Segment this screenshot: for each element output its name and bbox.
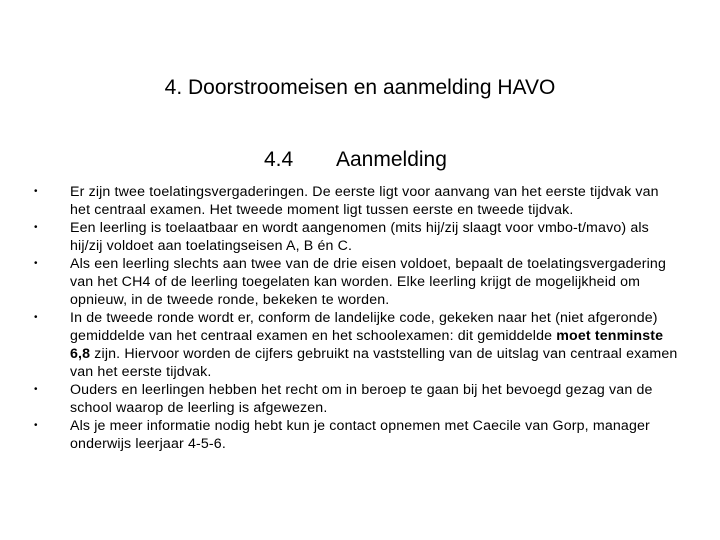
bullet-text — [70, 310, 677, 380]
bullet-marker: • — [34, 420, 38, 431]
bullet-text-bold: moet tenminste 6,8 — [70, 328, 664, 362]
bullet-text: Er zijn twee toelatingsvergaderingen. De eerste ligt voor aanvang van het eerste tijdvak van het centraal examen. Het tweede moment ligt tussen eerste en tweede tijdvak. — [70, 184, 659, 218]
bullet-text: Een leerling is toelaatbaar en wordt aangenomen (mits hij/zij slaagt voor vmbo-t/mavo) als hij/zij voldoet aan toelatingseisen A, B én C. — [70, 220, 649, 254]
bullet-text: Ouders en leerlingen hebben het recht om in beroep te gaan bij het bevoegd gezag van de school waarop de leerling is afgewezen. — [70, 382, 653, 416]
bullet-item — [34, 219, 680, 255]
bullet-item — [34, 183, 680, 219]
bullet-text-after: zijn. Hiervoor worden de cijfers gebruikt na vaststelling van de uitslag van centraal examen van het eerste tijdvak. — [70, 346, 678, 380]
section-number: 4.4 — [264, 148, 294, 171]
bullet-list — [34, 183, 680, 453]
bullet-marker: • — [34, 384, 38, 395]
bullet-text: Als je meer informatie nodig hebt kun je contact opnemen met Caecile van Gorp, manager onderwijs leerjaar 4-5-6. — [70, 418, 650, 452]
bullet-marker: • — [34, 312, 38, 323]
slide-title: 4. Doorstroomeisen en aanmelding HAVO — [164, 76, 556, 99]
bullet-marker: • — [34, 186, 38, 197]
bullet-marker: • — [34, 222, 38, 233]
bullet-marker: • — [34, 258, 38, 269]
bullet-item — [34, 309, 680, 381]
bullet-text: Als een leerling slechts aan twee van de drie eisen voldoet, bepaalt de toelatingsvergadering van het CH4 of de leerling toegelaten kan worden. Elke leerling krijgt de mogelijkheid om opnieuw, in de tweede ronde, bekeken te worden. — [70, 256, 667, 308]
section-heading — [264, 146, 447, 174]
bullet-item — [34, 417, 680, 453]
section-title: Aanmelding — [336, 148, 447, 171]
bullet-item — [34, 381, 680, 417]
bullet-item — [34, 255, 680, 309]
bullet-text-before: In de tweede ronde wordt er, conform de landelijke code, gekeken naar het (niet afgeronde) gemiddelde van het centraal examen en het schoolexamen: dit gemiddelde — [70, 310, 658, 344]
